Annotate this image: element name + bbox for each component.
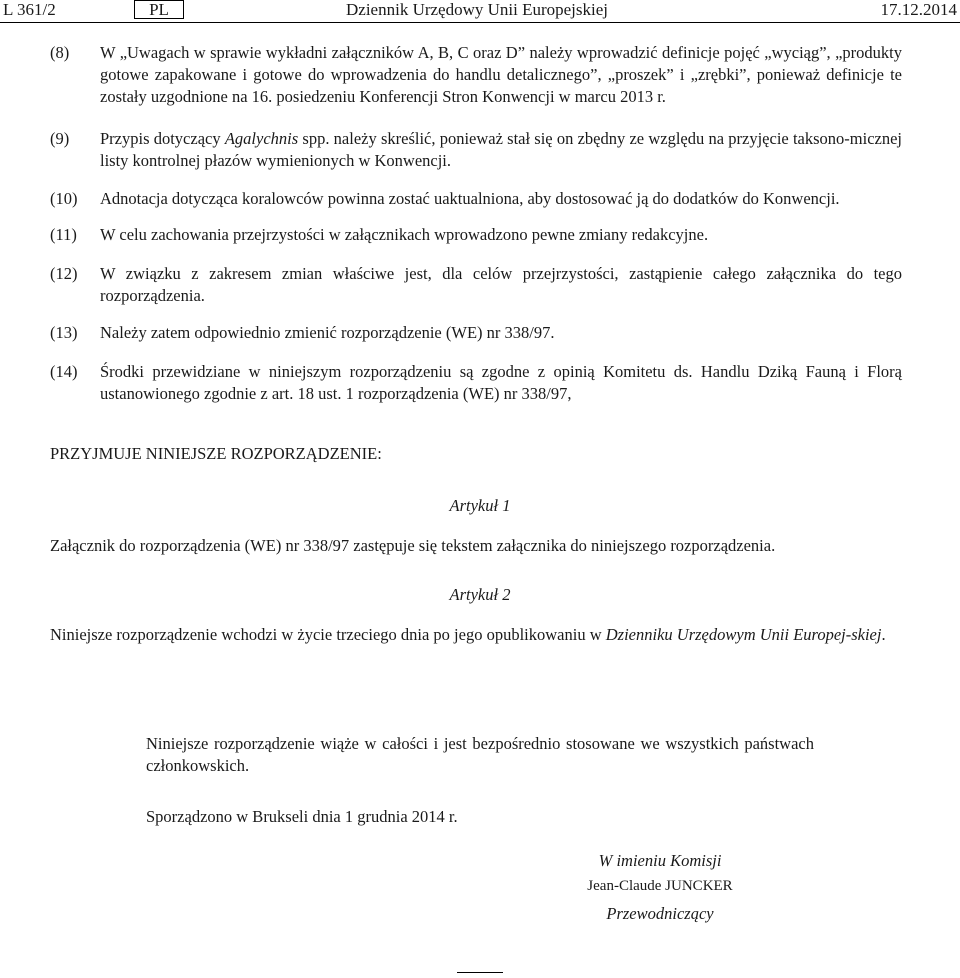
article-1-title: Artykuł 1 [449,496,511,515]
journal-header [0,0,960,23]
adoption-formula: PRZYJMUJE NINIEJSZE ROZPORZĄDZENIE: [50,444,382,463]
recital-number: (12) [50,264,78,283]
recital-text: W celu zachowania przejrzystości w załącznikach wprowadzono pewne zmiany redakcyjne. [100,225,709,244]
recital-text-part: spp. należy skreślić, ponieważ stał się on zbędny ze względu na przyjęcie taksono-micznej listy kontrolnej płazów wymienionych w Konwencji. [100,129,902,170]
recital-number: (9) [50,129,70,148]
footnote-rule [457,972,503,973]
recital-number: (11) [50,225,77,244]
recital-text: Środki przewidziane w niniejszym rozporządzeniu są zgodne z opinią Komitetu ds. Handlu Dziką Fauną i Florą ustanowionego zgodnie z art. 18 ust. 1 rozporządzenia (WE) nr 338/97, [100,362,902,403]
binding-clause: Niniejsze rozporządzenie wiąże w całości i jest bezpośrednio stosowane we wszystkich państwach członkowskich. [146,734,814,775]
article-2-title: Artykuł 2 [449,585,511,604]
recital-number: (8) [50,43,70,62]
recital-text [100,128,902,172]
journal-name: Dzienniku Urzędowym Unii Europej-skiej [605,625,882,644]
recital-text: W „Uwagach w sprawie wykładni załączników A, B, C oraz D” należy wprowadzić definicje pojęć „wyciąg”, „produkty gotowe zapakowane i gotowe do wprowadzenia do handlu detalicznego”, „proszek” i „zrębki”, ponieważ definicje te zostały uzgodnione na 16. posiedzeniu Konferencji Stron Konwencji w marcu 2013 r. [100,43,902,106]
signatory-role: Przewodniczący [606,904,714,923]
recital-text: Należy zatem odpowiednio zmienić rozporządzenie (WE) nr 338/97. [100,323,555,342]
journal-title: Dziennik Urzędowy Unii Europejskiej [346,0,609,19]
article-text-part: . [881,625,886,644]
article-text-part: Niniejsze rozporządzenie wchodzi w życie trzeciego dnia po jego opublikowaniu w [50,625,606,644]
recital-number: (10) [50,189,78,208]
article-1-text: Załącznik do rozporządzenia (WE) nr 338/97 zastępuje się tekstem załącznika do niniejszego rozporządzenia. [50,536,776,555]
page-reference: L 361/2 [3,0,56,19]
article-2-text [50,624,912,646]
recital-number: (13) [50,323,78,342]
issue-date: 17.12.2014 [880,0,957,19]
done-at-clause: Sporządzono w Brukseli dnia 1 grudnia 2014 r. [146,807,458,826]
recital-number: (14) [50,362,78,381]
signature-on-behalf: W imieniu Komisji [598,851,722,870]
species-name: Agalychnis [224,129,299,148]
recital-text: W związku z zakresem zmian właściwe jest, dla celów przejrzystości, zastąpienie całego załącznika do tego rozporządzenia. [100,264,902,305]
recital-text: Adnotacja dotycząca koralowców powinna zostać uaktualniona, aby dostosować ją do dodatków do Konwencji. [100,189,840,208]
recital-text-part: Przypis dotyczący [100,129,225,148]
language-box: PL [134,0,184,19]
signatory-name: Jean-Claude JUNCKER [587,878,733,894]
